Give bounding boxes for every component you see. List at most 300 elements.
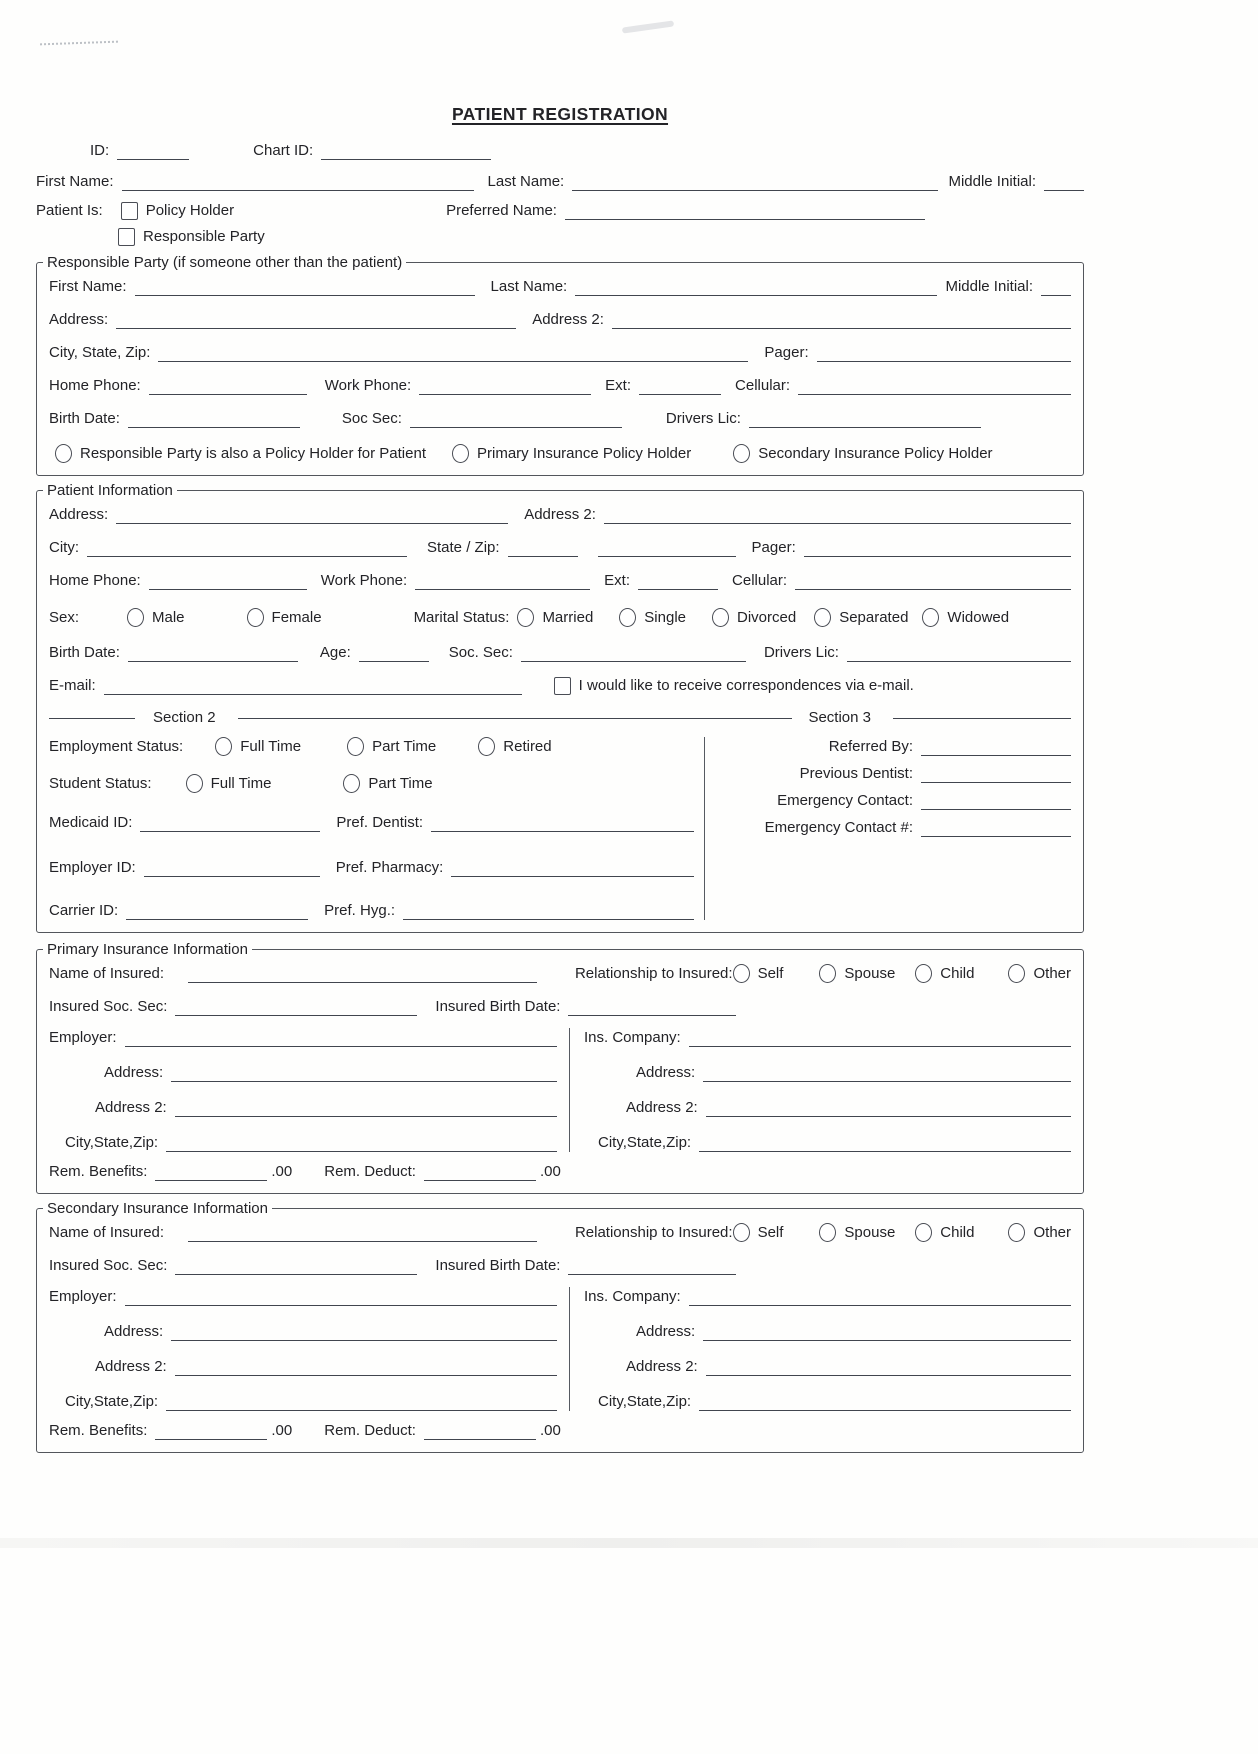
pri-ins-address2-row <box>584 1098 1071 1117</box>
pi-marital-divorced-label: Divorced <box>737 608 797 626</box>
id-label: ID: <box>90 142 110 159</box>
pri-ins-company-row <box>584 1028 1071 1047</box>
pri-columns <box>49 1028 1071 1152</box>
pri-rem-deduct-label: Rem. Deduct: <box>324 1163 416 1180</box>
sec-insured-soc-sec-label: Insured Soc. Sec: <box>49 1257 168 1274</box>
pi-email-line[interactable] <box>104 676 522 695</box>
pri-name-of-insured-label: Name of Insured: <box>49 965 165 982</box>
rp-name-row <box>49 277 1071 296</box>
responsible-party-check-row <box>36 228 1084 246</box>
pi-previous-dentist-label: Previous Dentist: <box>799 765 913 782</box>
pi-employment-status-label: Employment Status: <box>49 738 184 755</box>
pi-sex-male-label: Male <box>152 608 185 626</box>
sec-ins-city-row <box>584 1392 1071 1411</box>
pi-emergency-contact-line[interactable] <box>921 791 1071 810</box>
sec-rem-benefits-label: Rem. Benefits: <box>49 1422 148 1439</box>
rp-pager-line[interactable] <box>817 343 1071 362</box>
pi-employer-id-line[interactable] <box>144 858 320 877</box>
pi-employment-parttime-option <box>347 737 436 756</box>
rp-policy-options-row <box>49 444 1071 463</box>
sec-emp-address2-label: Address 2: <box>95 1358 167 1375</box>
pri-rem-row <box>49 1162 1071 1181</box>
sec-relationship-spouse-radio[interactable] <box>819 1223 836 1242</box>
pri-insured-birth-date-line[interactable] <box>568 997 736 1016</box>
sec-emp-address2-row <box>49 1357 557 1376</box>
pi-carrier-id-row <box>49 901 694 920</box>
pi-email-optin-checkbox[interactable] <box>554 677 571 695</box>
pri-emp-address2-row <box>49 1098 557 1117</box>
pi-section2-column <box>49 737 704 920</box>
pi-emergency-contact-num-row <box>719 818 1071 837</box>
pi-sex-female-label: Female <box>271 608 322 626</box>
rp-drivers-lic-line[interactable] <box>749 409 981 428</box>
middle-initial-label: Middle Initial: <box>948 173 1036 190</box>
section2-label: Section 2 <box>153 709 216 726</box>
pi-address2-line[interactable] <box>604 505 1071 524</box>
pi-pref-pharmacy-line[interactable] <box>451 858 694 877</box>
pri-relationship-label: Relationship to Insured: <box>574 965 733 982</box>
responsible-party-section <box>36 254 1084 476</box>
pi-section-divider-row <box>49 709 1071 727</box>
pi-section3-column <box>704 737 1071 920</box>
pi-drivers-lic-label: Drivers Lic: <box>763 644 839 661</box>
rp-secondary-policy-option-label: Secondary Insurance Policy Holder <box>758 444 993 462</box>
rp-home-phone-line[interactable] <box>149 376 307 395</box>
sec-relationship-child-radio[interactable] <box>915 1223 932 1242</box>
sec-ins-company-row <box>584 1287 1071 1306</box>
pi-employment-fulltime-option <box>215 737 301 756</box>
rp-secondary-policy-option <box>733 444 992 463</box>
rp-first-name-label: First Name: <box>49 278 127 295</box>
pi-marital-separated-label: Separated <box>839 608 909 626</box>
pri-relationship-other-label: Other <box>1033 964 1071 982</box>
pi-employment-retired-option <box>478 737 551 756</box>
pri-employer-row <box>49 1028 557 1047</box>
last-name-line[interactable] <box>572 172 938 191</box>
pi-sex-marital-row <box>49 608 1071 627</box>
sec-relationship-label: Relationship to Insured: <box>574 1224 733 1241</box>
pri-employer-label: Employer: <box>49 1029 117 1046</box>
pri-ins-city-state-zip-line[interactable] <box>699 1133 1071 1152</box>
pi-marital-separated-radio[interactable] <box>814 608 831 627</box>
section-divider-line <box>893 718 1071 719</box>
pi-pref-dentist-line[interactable] <box>431 813 694 832</box>
pi-drivers-lic-line[interactable] <box>847 643 1071 662</box>
pi-marital-married-radio[interactable] <box>517 608 534 627</box>
rp-address2-label: Address 2: <box>532 311 604 328</box>
id-row <box>90 141 1084 160</box>
rp-address-label: Address: <box>49 311 109 328</box>
pri-relationship-self-radio[interactable] <box>733 964 750 983</box>
sec-emp-address-row <box>49 1322 557 1341</box>
pi-ext-label: Ext: <box>604 572 631 589</box>
sec-ins-city-state-zip-line[interactable] <box>699 1392 1071 1411</box>
pi-marital-divorced-radio[interactable] <box>712 608 729 627</box>
pi-home-phone-line[interactable] <box>149 571 307 590</box>
policy-holder-option <box>121 202 234 220</box>
pi-email-row <box>49 676 1071 695</box>
sec-emp-address-label: Address: <box>104 1323 164 1340</box>
sec-relationship-spouse-option <box>819 1223 895 1242</box>
sec-ins-address-line[interactable] <box>703 1322 1071 1341</box>
rp-city-state-zip-label: City, State, Zip: <box>49 344 151 361</box>
rp-birth-date-line[interactable] <box>128 409 300 428</box>
rp-cellular-line[interactable] <box>798 376 1071 395</box>
pri-employer-line[interactable] <box>125 1028 557 1047</box>
pri-relationship-spouse-radio[interactable] <box>819 964 836 983</box>
pri-ins-city-state-zip-label: City,State,Zip: <box>598 1134 692 1151</box>
pi-carrier-id-line[interactable] <box>126 901 308 920</box>
sec-insured-birth-date-label: Insured Birth Date: <box>435 1257 561 1274</box>
rp-address2-line[interactable] <box>612 310 1071 329</box>
policy-holder-label: Policy Holder <box>145 202 235 219</box>
sec-relationship-self-label: Self <box>757 1223 784 1241</box>
pi-student-parttime-option <box>343 774 432 793</box>
rp-last-name-line[interactable] <box>575 277 937 296</box>
pi-employer-id-label: Employer ID: <box>49 859 136 876</box>
sec-rem-deduct-line[interactable] <box>424 1421 536 1440</box>
pri-insured-soc-sec-label: Insured Soc. Sec: <box>49 998 168 1015</box>
middle-initial-line[interactable] <box>1044 172 1084 191</box>
sec-employer-column <box>49 1287 569 1411</box>
pi-email-optin-option <box>554 677 914 695</box>
section-divider-line <box>238 718 793 719</box>
pri-relationship-self-label: Self <box>757 964 784 982</box>
pi-referred-by-line[interactable] <box>921 737 1071 756</box>
pi-address-line[interactable] <box>116 505 508 524</box>
pi-sex-male-radio[interactable] <box>127 608 144 627</box>
sec-name-of-insured-line[interactable] <box>188 1223 537 1242</box>
rp-last-name-label: Last Name: <box>490 278 568 295</box>
form-content <box>36 0 1084 1453</box>
responsible-party-legend: Responsible Party (if someone other than the patient) <box>43 253 406 272</box>
sec-soc-sec-row <box>49 1256 1071 1275</box>
pi-employment-fulltime-label: Full Time <box>240 737 302 755</box>
pi-pref-dentist-label: Pref. Dentist: <box>336 814 424 831</box>
pi-birth-date-line[interactable] <box>128 643 298 662</box>
pi-age-label: Age: <box>319 644 351 661</box>
rp-address-line[interactable] <box>116 310 516 329</box>
sec-ins-address2-label: Address 2: <box>626 1358 698 1375</box>
pi-sex-label: Sex: <box>49 609 80 626</box>
pri-insured-soc-sec-line[interactable] <box>175 997 417 1016</box>
responsible-party-label: Responsible Party <box>143 228 265 245</box>
pri-relationship-child-option <box>915 964 974 983</box>
sec-name-of-insured-label: Name of Insured: <box>49 1224 165 1241</box>
pi-employment-fulltime-radio[interactable] <box>215 737 232 756</box>
rp-work-phone-label: Work Phone: <box>324 377 412 394</box>
sec-rem-deduct-cents: .00 <box>539 1422 561 1439</box>
sec-relationship-self-option <box>733 1223 784 1242</box>
rp-ext-line[interactable] <box>639 376 721 395</box>
pi-employment-parttime-radio[interactable] <box>347 737 364 756</box>
pi-emergency-contact-num-line[interactable] <box>921 818 1071 837</box>
rp-first-name-line[interactable] <box>135 277 475 296</box>
rp-soc-sec-label: Soc Sec: <box>341 410 402 427</box>
pi-marital-widowed-label: Widowed <box>947 608 1010 626</box>
pri-rem-deduct-line[interactable] <box>424 1162 536 1181</box>
pri-soc-sec-row <box>49 997 1071 1016</box>
pi-student-row <box>49 774 694 793</box>
responsible-party-checkbox[interactable] <box>118 228 135 246</box>
sec-emp-city-row <box>49 1392 557 1411</box>
pi-home-phone-label: Home Phone: <box>49 572 141 589</box>
id-line[interactable] <box>117 141 189 160</box>
pi-pref-pharmacy-label: Pref. Pharmacy: <box>335 859 444 876</box>
pi-student-parttime-label: Part Time <box>368 774 433 792</box>
pi-student-fulltime-radio[interactable] <box>186 774 203 793</box>
patient-info-section <box>36 482 1084 933</box>
pi-address-label: Address: <box>49 506 109 523</box>
pi-sex-female-option <box>247 608 322 627</box>
pri-rem-benefits-cents: .00 <box>271 1163 293 1180</box>
pri-insured-row <box>49 964 1071 983</box>
primary-insurance-legend: Primary Insurance Information <box>43 940 252 959</box>
rp-policy-holder-radio[interactable] <box>55 444 72 463</box>
pi-marital-widowed-radio[interactable] <box>922 608 939 627</box>
pi-student-status-label: Student Status: <box>49 775 152 792</box>
sec-ins-address2-line[interactable] <box>706 1357 1071 1376</box>
pri-relationship-self-option <box>733 964 784 983</box>
pri-emp-address-label: Address: <box>104 1064 164 1081</box>
pri-ins-address-line[interactable] <box>703 1063 1071 1082</box>
rp-policy-holder-option <box>55 444 426 463</box>
pi-columns <box>49 737 1071 920</box>
pi-marital-single-radio[interactable] <box>619 608 636 627</box>
patient-is-row <box>36 201 1084 220</box>
pi-pref-hyg-line[interactable] <box>403 901 694 920</box>
chart-id-line[interactable] <box>321 141 491 160</box>
rp-primary-policy-option <box>452 444 691 463</box>
pi-pref-hyg-label: Pref. Hyg.: <box>324 902 396 919</box>
sec-ins-address-row <box>584 1322 1071 1341</box>
pi-cellular-label: Cellular: <box>732 572 788 589</box>
sec-emp-city-state-zip-line[interactable] <box>166 1392 557 1411</box>
pri-relationship-child-radio[interactable] <box>915 964 932 983</box>
first-name-line[interactable] <box>122 172 474 191</box>
sec-insured-row <box>49 1223 1071 1242</box>
pri-relationship-other-radio[interactable] <box>1008 964 1025 983</box>
pi-employment-retired-radio[interactable] <box>478 737 495 756</box>
sec-rem-deduct-label: Rem. Deduct: <box>324 1422 416 1439</box>
pri-name-of-insured-line[interactable] <box>188 964 537 983</box>
rp-soc-sec-line[interactable] <box>410 409 622 428</box>
rp-birth-date-label: Birth Date: <box>49 410 120 427</box>
sec-relationship-other-label: Other <box>1033 1223 1071 1241</box>
pri-emp-address2-label: Address 2: <box>95 1099 167 1116</box>
pri-emp-address-row <box>49 1063 557 1082</box>
sec-insured-soc-sec-line[interactable] <box>175 1256 417 1275</box>
pi-city-row <box>49 538 1071 557</box>
sec-relationship-self-radio[interactable] <box>733 1223 750 1242</box>
pi-email-optin-label: I would like to receive correspondences via e-mail. <box>578 677 914 694</box>
preferred-name-line[interactable] <box>565 201 925 220</box>
pi-emergency-contact-row <box>719 791 1071 810</box>
pi-medicaid-row <box>49 813 694 832</box>
pri-ins-address-label: Address: <box>636 1064 696 1081</box>
pi-pager-label: Pager: <box>751 539 796 556</box>
sec-ins-address2-row <box>584 1357 1071 1376</box>
pri-ins-address2-line[interactable] <box>706 1098 1071 1117</box>
pri-rem-deduct-cents: .00 <box>539 1163 561 1180</box>
rp-phone-row <box>49 376 1071 395</box>
patient-is-label: Patient Is: <box>36 202 103 219</box>
pi-student-fulltime-option <box>186 774 272 793</box>
pri-relationship-spouse-option <box>819 964 895 983</box>
pri-rem-benefits-label: Rem. Benefits: <box>49 1163 148 1180</box>
sec-company-column <box>569 1287 1071 1411</box>
sec-insured-birth-date-line[interactable] <box>568 1256 736 1275</box>
section-divider-line <box>49 718 135 719</box>
rp-primary-policy-radio[interactable] <box>452 444 469 463</box>
pri-emp-city-row <box>49 1133 557 1152</box>
pi-marital-married-option <box>517 608 593 627</box>
pri-ins-address-row <box>584 1063 1071 1082</box>
pi-carrier-id-label: Carrier ID: <box>49 902 119 919</box>
pi-employment-row <box>49 737 694 756</box>
pi-work-phone-line[interactable] <box>415 571 590 590</box>
rp-pager-label: Pager: <box>764 344 809 361</box>
pi-email-label: E-mail: <box>49 677 96 694</box>
sec-emp-address-line[interactable] <box>171 1322 557 1341</box>
pi-employer-id-row <box>49 858 694 877</box>
pri-ins-company-label: Ins. Company: <box>584 1029 681 1046</box>
sec-ins-city-state-zip-label: City,State,Zip: <box>598 1393 692 1410</box>
pri-ins-city-row <box>584 1133 1071 1152</box>
policy-holder-checkbox[interactable] <box>121 202 138 220</box>
pri-employer-column <box>49 1028 569 1152</box>
first-name-label: First Name: <box>36 173 114 190</box>
rp-address-row <box>49 310 1071 329</box>
pi-ext-line[interactable] <box>638 571 718 590</box>
pi-age-line[interactable] <box>359 643 429 662</box>
sec-ins-company-label: Ins. Company: <box>584 1288 681 1305</box>
pi-referred-by-row <box>719 737 1071 756</box>
patient-info-legend: Patient Information <box>43 481 177 500</box>
pi-marital-single-option <box>619 608 686 627</box>
sec-rem-benefits-line[interactable] <box>155 1421 267 1440</box>
pi-medicaid-id-line[interactable] <box>140 813 320 832</box>
pi-state-zip-label: State / Zip: <box>427 539 500 556</box>
pi-sex-male-option <box>127 608 185 627</box>
sec-employer-label: Employer: <box>49 1288 117 1305</box>
pi-sex-female-radio[interactable] <box>247 608 264 627</box>
sec-employer-line[interactable] <box>125 1287 557 1306</box>
sec-ins-company-line[interactable] <box>689 1287 1071 1306</box>
pri-relationship-other-option <box>1008 964 1071 983</box>
pi-marital-divorced-option <box>712 608 796 627</box>
pi-birth-date-label: Birth Date: <box>49 644 120 661</box>
pri-insured-birth-date-label: Insured Birth Date: <box>435 998 561 1015</box>
pi-address2-label: Address 2: <box>524 506 596 523</box>
pi-state-line[interactable] <box>508 538 578 557</box>
pi-zip-line[interactable] <box>598 538 736 557</box>
sec-emp-address2-line[interactable] <box>175 1357 557 1376</box>
pi-marital-status-label: Marital Status: <box>413 609 510 626</box>
section3-label: Section 3 <box>808 709 871 726</box>
pri-emp-city-state-zip-label: City,State,Zip: <box>65 1134 159 1151</box>
pi-previous-dentist-row <box>719 764 1071 783</box>
rp-drivers-lic-label: Drivers Lic: <box>665 410 741 427</box>
rp-primary-policy-option-label: Primary Insurance Policy Holder <box>477 444 692 462</box>
rp-secondary-policy-radio[interactable] <box>733 444 750 463</box>
rp-city-state-zip-line[interactable] <box>158 343 748 362</box>
pri-emp-city-state-zip-line[interactable] <box>166 1133 557 1152</box>
pi-employment-parttime-label: Part Time <box>372 737 437 755</box>
sec-relationship-child-label: Child <box>940 1223 975 1241</box>
pri-relationship-spouse-label: Spouse <box>844 964 896 982</box>
sec-relationship-other-radio[interactable] <box>1008 1223 1025 1242</box>
pi-work-phone-label: Work Phone: <box>320 572 408 589</box>
sec-employer-row <box>49 1287 557 1306</box>
pri-emp-address2-line[interactable] <box>175 1098 557 1117</box>
sec-ins-address-label: Address: <box>636 1323 696 1340</box>
pi-pager-line[interactable] <box>804 538 1071 557</box>
pri-rem-benefits-line[interactable] <box>155 1162 267 1181</box>
sec-relationship-child-option <box>915 1223 974 1242</box>
pri-company-column <box>569 1028 1071 1152</box>
pi-cellular-line[interactable] <box>795 571 1071 590</box>
pri-ins-company-line[interactable] <box>689 1028 1071 1047</box>
sec-relationship-other-option <box>1008 1223 1071 1242</box>
pi-soc-sec-label: Soc. Sec: <box>448 644 513 661</box>
pi-marital-separated-option <box>814 608 908 627</box>
rp-ext-label: Ext: <box>605 377 632 394</box>
sec-columns <box>49 1287 1071 1411</box>
responsible-party-option <box>118 228 265 246</box>
rp-cellular-label: Cellular: <box>735 377 791 394</box>
pi-marital-married-label: Married <box>542 608 594 626</box>
pi-referred-by-label: Referred By: <box>828 738 913 755</box>
last-name-label: Last Name: <box>487 173 565 190</box>
chart-id-label: Chart ID: <box>253 142 314 159</box>
pri-relationship-child-label: Child <box>940 964 975 982</box>
pi-employment-retired-label: Retired <box>503 737 552 755</box>
sec-emp-city-state-zip-label: City,State,Zip: <box>65 1393 159 1410</box>
rp-home-phone-label: Home Phone: <box>49 377 141 394</box>
pi-address-row <box>49 505 1071 524</box>
pi-student-fulltime-label: Full Time <box>210 774 272 792</box>
secondary-insurance-legend: Secondary Insurance Information <box>43 1199 272 1218</box>
form-title: PATIENT REGISTRATION <box>451 104 669 124</box>
pi-city-line[interactable] <box>87 538 407 557</box>
pi-phone-row <box>49 571 1071 590</box>
pi-student-parttime-radio[interactable] <box>343 774 360 793</box>
rp-middle-initial-line[interactable] <box>1041 277 1071 296</box>
pi-soc-sec-line[interactable] <box>521 643 746 662</box>
sec-rem-row <box>49 1421 1071 1440</box>
secondary-insurance-section <box>36 1200 1084 1453</box>
pi-emergency-contact-label: Emergency Contact: <box>777 792 913 809</box>
name-row <box>36 172 1084 191</box>
pi-medicaid-id-label: Medicaid ID: <box>49 814 133 831</box>
pi-emergency-contact-num-label: Emergency Contact #: <box>764 819 913 836</box>
rp-work-phone-line[interactable] <box>419 376 591 395</box>
pi-previous-dentist-line[interactable] <box>921 764 1071 783</box>
pri-emp-address-line[interactable] <box>171 1063 557 1082</box>
preferred-name-label: Preferred Name: <box>446 202 557 219</box>
sec-relationship-spouse-label: Spouse <box>844 1223 896 1241</box>
scan-artifact <box>0 1538 1258 1548</box>
sec-rem-benefits-cents: .00 <box>271 1422 293 1439</box>
rp-middle-initial-label: Middle Initial: <box>945 278 1033 295</box>
pi-marital-single-label: Single <box>644 608 686 626</box>
rp-city-row <box>49 343 1071 362</box>
primary-insurance-section <box>36 941 1084 1194</box>
pri-ins-address2-label: Address 2: <box>626 1099 698 1116</box>
pi-city-label: City: <box>49 539 79 556</box>
pi-birth-row <box>49 643 1071 662</box>
